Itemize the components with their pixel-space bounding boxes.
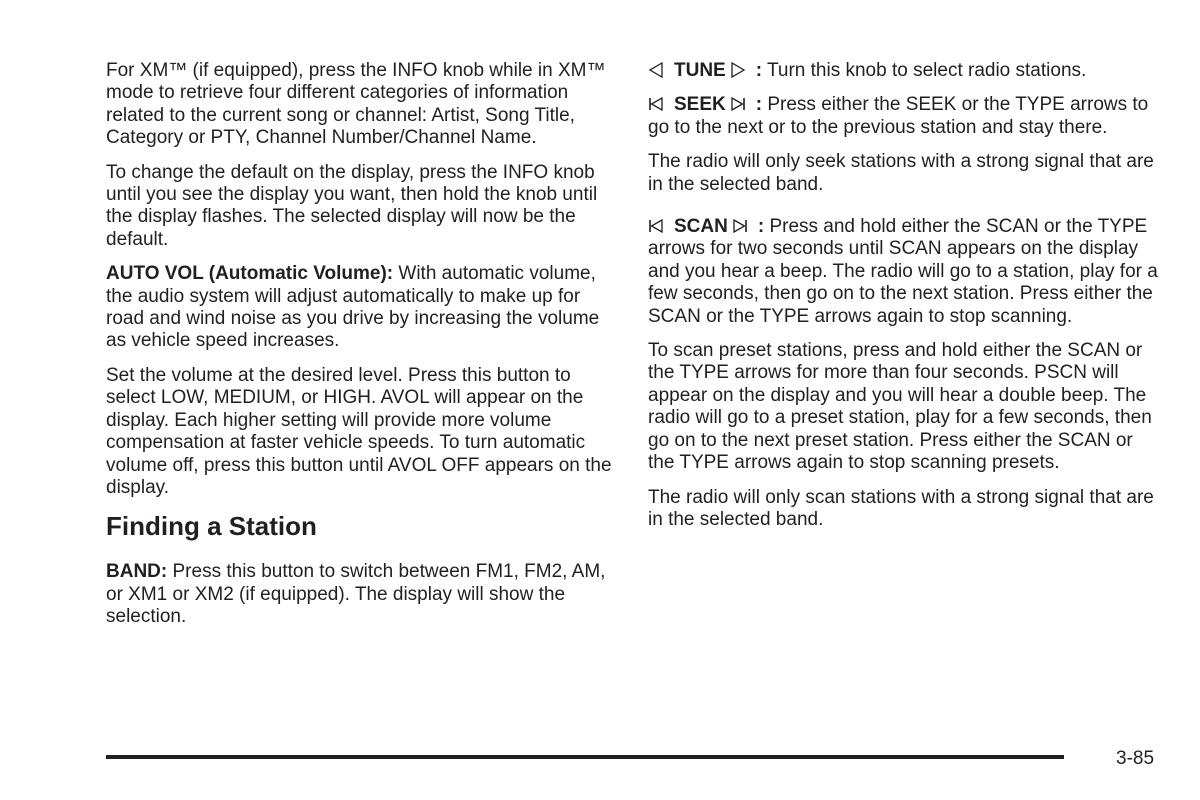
scan-label: SCAN [674, 216, 728, 238]
seek-back-icon [648, 96, 664, 112]
auto-vol-text: With automatic volume, the audio system will adjust automatically to make up for road and wind noise as you drive by increasing the volume as vehicle speed increases. [106, 263, 600, 352]
seek-text-rest: arrows to go to the next or to the previous station and stay there. [648, 94, 1149, 138]
scan-back-icon [648, 218, 664, 234]
band-label: BAND: [106, 561, 168, 583]
tune-text: Turn this knob to select radio stations. [767, 60, 1087, 81]
seek-note-paragraph: The radio will only seek stations with a strong signal that are in the selected band. [648, 151, 1154, 195]
band-paragraph [106, 561, 612, 628]
seek-label: SEEK [674, 94, 726, 116]
volume-setting-paragraph: Set the volume at the desired level. Press this button to select LOW, MEDIUM, or HIGH. AVOL will appear on the display. Each higher setting will provide more volume compensation at faster vehicle speeds. To turn automatic volume off, press this button until AVOL OFF appears on the display. [106, 364, 612, 498]
scan-forward-icon [732, 218, 748, 234]
seek-paragraph [648, 94, 1158, 139]
triangle-left-icon [648, 62, 664, 78]
right-column [648, 60, 1158, 543]
tune-label: TUNE [674, 60, 726, 81]
scan-paragraph [648, 216, 1158, 328]
seek-text-line1: Press either the SEEK or the TYPE [767, 94, 1065, 116]
left-column [106, 60, 612, 641]
triangle-right-icon [730, 62, 746, 78]
tune-paragraph [648, 60, 1158, 82]
auto-vol-label: AUTO VOL (Automatic Volume): [106, 263, 394, 285]
auto-vol-paragraph [106, 263, 612, 353]
xm-info-paragraph: For XM™ (if equipped), press the INFO knob while in XM™ mode to retrieve four different categories of information related to the current song or channel: Artist, Song Title, Category or PTY, Channel Number/Channel Name. [106, 60, 606, 149]
band-text: Press this button to switch between FM1, FM2, AM, or XM1 or XM2 (if equipped). The display will show the selection. [106, 561, 606, 628]
tune-colon: : [755, 60, 763, 81]
seek-forward-icon [730, 96, 746, 112]
scan-note-paragraph: The radio will only scan stations with a strong signal that are in the selected band. [648, 486, 1154, 530]
scan-colon: : [757, 216, 765, 238]
section-heading: Finding a Station [106, 511, 317, 542]
scan-text-rest: TYPE arrows for two seconds until SCAN appears on the display and you hear a beep. The radio will go to a station, play for a few seconds, then go on to the next station. Press either the SCAN or the TYPE arrows again to stop scanning. [648, 216, 1158, 327]
scan-text-line1: Press and hold either the SCAN or the [769, 216, 1093, 238]
footer-rule [106, 755, 1064, 759]
default-display-paragraph: To change the default on the display, press the INFO knob until you see the display you want, then hold the knob until the display flashes. The selected display will now be the default. [106, 161, 598, 250]
page-number: 3-85 [1116, 748, 1155, 769]
seek-colon: : [755, 94, 763, 116]
preset-scan-paragraph: To scan preset stations, press and hold either the SCAN or the TYPE arrows for more than four seconds. PSCN will appear on the display and you will hear a double beep. The radio will go to a preset station, play for a few seconds, then go on to the next preset station. Press either the SCAN or the TYPE arrows again to stop scanning presets. [648, 340, 1152, 474]
